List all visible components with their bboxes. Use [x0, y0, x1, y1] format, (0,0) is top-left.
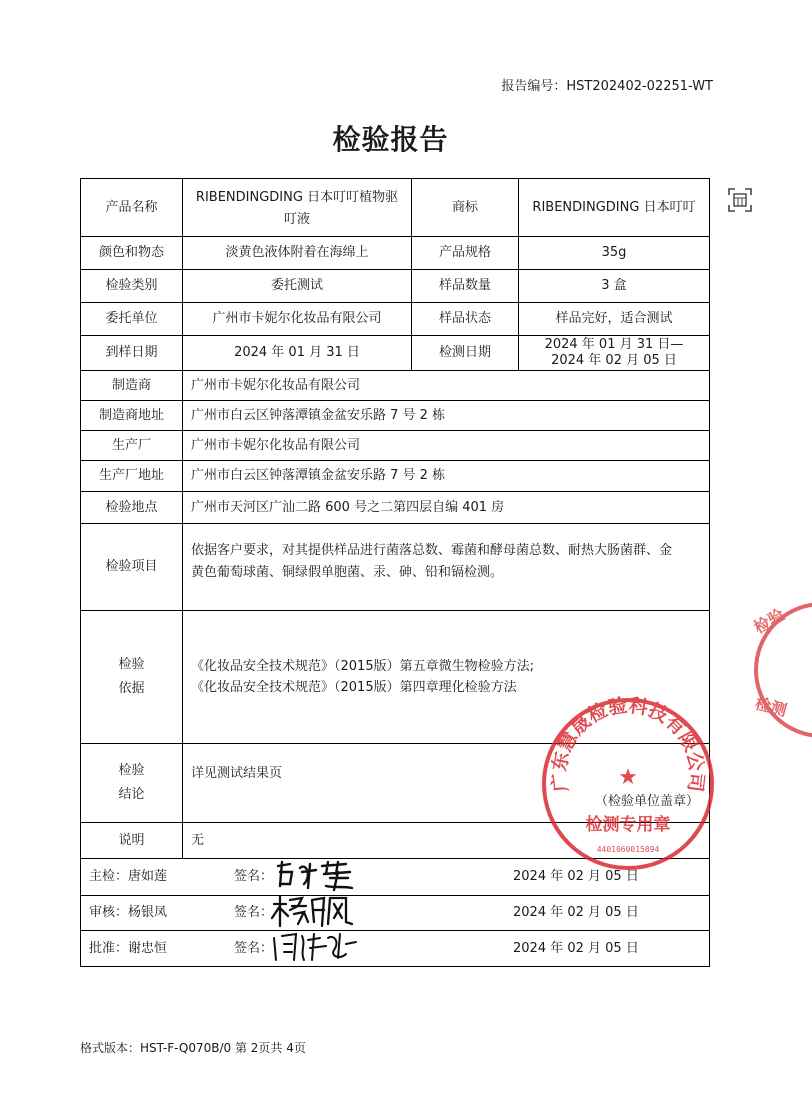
arrival-label: 到样日期	[105, 345, 158, 360]
product-name-line2: 叮液	[283, 211, 310, 227]
reviewer-signature	[270, 892, 354, 930]
approver-sign-label: 签名：	[234, 940, 274, 956]
type-value: 委托测试	[270, 278, 323, 293]
spec-label: 产品规格	[438, 245, 491, 260]
test-date-line1: 2024 年 01 月 31 日—	[544, 337, 684, 352]
spec-value: 35g	[601, 245, 627, 260]
conclusion-label	[81, 744, 182, 822]
basis-label-line1: 检验	[118, 657, 145, 672]
manufacturer-addr-label: 制造商地址	[98, 407, 164, 423]
svg-text:★: ★	[618, 765, 638, 790]
brand-label: 商标	[451, 199, 478, 215]
inspector-sign-label: 签名：	[234, 869, 274, 884]
color-label: 颜色和物态	[98, 245, 164, 260]
approver-role: 批准：谢忠恒	[89, 940, 168, 956]
stamp-note: （检验单位盖章）	[595, 794, 700, 809]
reviewer-role: 审核：杨银凤	[89, 905, 168, 920]
arrival-value: 2024 年 01 月 31 日	[234, 345, 360, 360]
stamp-org-text: 广东慧晟检验科技有限公司	[548, 696, 708, 794]
state-label: 样品状态	[438, 311, 491, 326]
footer-version: 格式版本：HST-F-Q070B/0 第 2页共 4页	[80, 1041, 306, 1055]
manufacturer-addr-value: 广州市白云区钟落潭镇金盆安乐路 7 号 2 栋	[191, 407, 446, 423]
qty-value: 3 盒	[601, 278, 627, 293]
approver-date: 2024 年 02 月 05 日	[513, 940, 639, 956]
qty-label: 样品数量	[438, 278, 491, 293]
items-line2: 黄色葡萄球菌、铜绿假单胞菌、汞、砷、铅和镉检测。	[191, 565, 504, 580]
type-label: 检验类别	[105, 278, 158, 293]
factory-addr-value: 广州市白云区钟落潭镇金盆安乐路 7 号 2 栋	[191, 468, 446, 483]
basis-value	[183, 656, 709, 700]
test-date-value	[519, 336, 709, 370]
remark-value: 无	[191, 832, 205, 848]
client-value: 广州市卡妮尔化妆品有限公司	[212, 311, 382, 326]
factory-addr-label: 生产厂地址	[98, 468, 164, 483]
svg-text:检测: 检测	[752, 693, 789, 721]
location-value: 广州市天河区广汕二路 600 号之二第四层自编 401 房	[191, 499, 505, 515]
basis-label-line2: 依据	[118, 681, 145, 696]
items-label: 检验项目	[105, 559, 158, 574]
product-name-value	[183, 179, 411, 236]
product-name-label: 产品名称	[105, 199, 158, 215]
report-number: 报告编号：HST202402-02251-WT	[501, 79, 713, 94]
conclusion-label-line1: 检验	[118, 763, 145, 778]
test-date-label: 检测日期	[438, 345, 491, 360]
stamp-serial: 4401060015894	[596, 845, 660, 854]
conclusion-label-line2: 结论	[118, 787, 145, 802]
reviewer-sign-label: 签名：	[234, 905, 274, 920]
basis-line2: 《化妆品安全技术规范》（2015版）第四章理化检验方法	[191, 680, 517, 695]
approver-signature	[270, 930, 360, 964]
inspector-date: 2024 年 02 月 05 日	[513, 869, 639, 884]
client-label: 委托单位	[105, 311, 158, 326]
reviewer-date: 2024 年 02 月 05 日	[513, 905, 639, 920]
items-line1: 依据客户要求，对其提供样品进行菌落总数、霉菌和酵母菌总数、耐热大肠菌群、金	[191, 543, 673, 558]
inspection-seal-stamp	[540, 696, 716, 872]
test-date-line2: 2024 年 02 月 05 日	[551, 353, 677, 368]
conclusion-value: 详见测试结果页	[191, 766, 283, 781]
stamp-seal-text: 检测专用章	[585, 815, 671, 835]
state-value: 样品完好，适合测试	[555, 311, 673, 326]
color-value: 淡黄色液体附着在海绵上	[225, 245, 369, 260]
remark-label: 说明	[118, 832, 145, 848]
manufacturer-label: 制造商	[111, 377, 151, 393]
location-label: 检验地点	[105, 499, 158, 515]
brand-value: RIBENDINGDING 日本叮叮	[532, 199, 696, 215]
svg-text:检验: 检验	[750, 605, 788, 638]
factory-label: 生产厂	[111, 437, 151, 453]
items-value	[183, 540, 709, 590]
page-title: 检验报告	[332, 123, 449, 156]
edge-seal-stamp	[752, 600, 812, 740]
qr-scan-icon[interactable]	[727, 187, 753, 213]
inspector-signature	[272, 858, 362, 894]
basis-line1: 《化妆品安全技术规范》（2015版）第五章微生物检验方法;	[191, 659, 534, 674]
manufacturer-value: 广州市卡妮尔化妆品有限公司	[191, 377, 361, 393]
factory-value: 广州市卡妮尔化妆品有限公司	[191, 437, 361, 453]
inspector-role: 主检：唐如莲	[89, 869, 168, 884]
product-name-line1: RIBENDINGDING 日本叮叮植物驱	[195, 189, 399, 205]
basis-label	[81, 611, 182, 743]
